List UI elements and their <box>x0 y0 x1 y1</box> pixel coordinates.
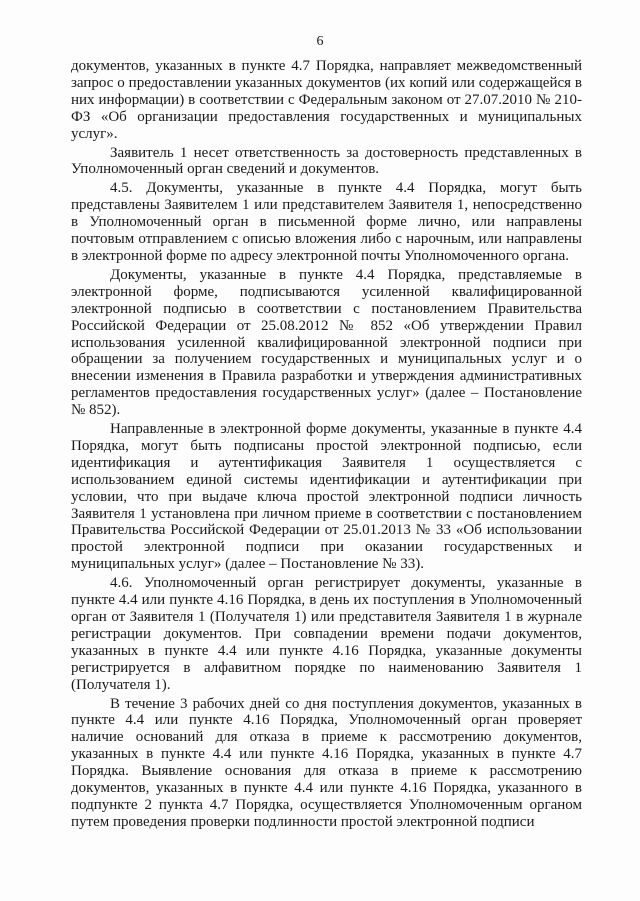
paragraph-review-period: В течение 3 рабочих дней со дня поступления документов, указанных в пункте 4.4 или пункте 4.16 Порядка, Уполномоченный орган проверяет наличие оснований для отказа в приеме к рассмотрению документов, указанных в пункте 4.4 или пункте 4.16 Порядка, указанных в пункте 4.7 Порядка. Выявление основания для отказа в приеме к рассмотрению документов, указанных в пункте 4.4 или пункте 4.16 Порядка, указанного в подпункте 2 пункта 4.7 Порядка, осуществляется Уполномоченным органом путем проведения проверки подлинности простой электронной подписи <box>71 695 582 830</box>
page-number: 6 <box>316 34 324 49</box>
paragraph-section-4-5: 4.5. Документы, указанные в пункте 4.4 Порядка, могут быть представлены Заявителем 1 или представителем Заявителя 1, непосредственно в Уполномоченный орган в письменной форме лично, или направлены почтовым отправлением с описью вложения либо с нарочным, или направлены в электронной форме по адресу электронной почты Уполномоченного органа. <box>71 180 582 264</box>
paragraph-electronic-signature: Документы, указанные в пункте 4.4 Порядка, представляемые в электронной форме, подписываются усиленной квалифицированной электронной подписью в соответствии с постановлением Правительства Российской Федерации от 25.08.2012 № 852 «Об утверждении Правил использования усиленной квалифицированной электронной подписи при обращении за получением государственных и муниципальных услуг и о внесении изменения в Правила разработки и утверждения административных регламентов предоставления государственных услуг» (далее – Постановление № 852). <box>71 266 582 419</box>
paragraph-simple-signature: Направленные в электронной форме документы, указанные в пункте 4.4 Порядка, могут быть подписаны простой электронной подписью, если идентификация и аутентификация Заявителя 1 осуществляется с использованием единой системы идентификации и аутентификации при условии, что при выдаче ключа простой электронной подписи личность Заявителя 1 установлена при личном приеме в соответствии с постановлением Правительства Российской Федерации от 25.01.2013 № 33 «Об использовании простой электронной подписи при оказании государственных и муниципальных услуг» (далее – Постановление № 33). <box>71 421 582 573</box>
paragraph-applicant-responsibility: Заявитель 1 несет ответственность за достоверность представленных в Уполномоченный орган сведений и документов. <box>71 144 582 178</box>
document-body <box>71 58 582 831</box>
paragraph-section-4-6: 4.6. Уполномоченный орган регистрирует документы, указанные в пункте 4.4 или пункте 4.16 Порядка, в день их поступления в Уполномоченный орган от Заявителя 1 (Получателя 1) или представителя Заявителя 1 в журнале регистрации документов. При совпадении времени подачи документов, указанных в пункте 4.4 или пункте 4.16 Порядка, указанные документы регистрируется в алфавитном порядке по наименованию Заявителя 1 (Получателя 1). <box>71 575 582 693</box>
paragraph-continuation: документов, указанных в пункте 4.7 Порядка, направляет межведомственный запрос о предоставлении указанных документов (их копий или содержащейся в них информации) в соответствии с Федеральным законом от 27.07.2010 № 210-ФЗ «Об организации предоставления государственных и муниципальных услуг». <box>71 58 582 142</box>
